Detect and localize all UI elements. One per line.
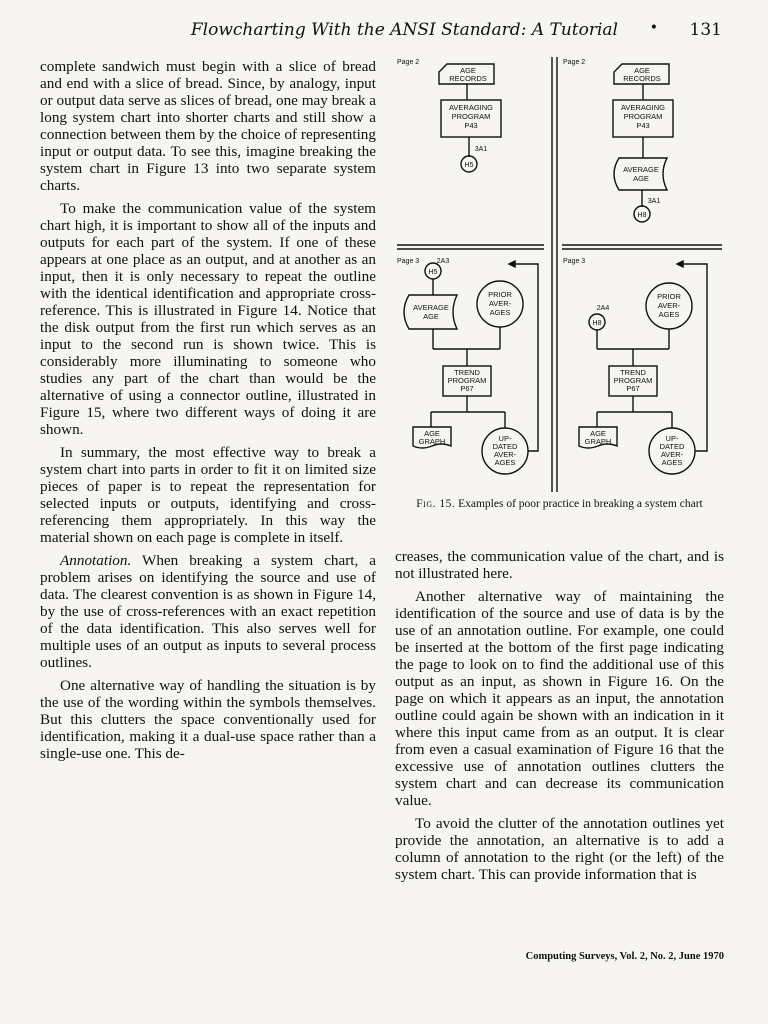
ref-label: 2A4 bbox=[596, 305, 610, 312]
label: PROGRAM bbox=[613, 376, 653, 385]
caption-label: Fig. 15. bbox=[416, 498, 456, 510]
label: AGE bbox=[633, 174, 649, 183]
label: P43 bbox=[636, 121, 650, 130]
ref-label: 3A1 bbox=[474, 146, 488, 153]
label: RECORDS bbox=[623, 74, 661, 83]
figure-15 bbox=[397, 52, 725, 502]
connector-label: H8 bbox=[592, 320, 602, 327]
feedback-line bbox=[677, 264, 707, 451]
label: AGE bbox=[590, 429, 606, 438]
label: AVERAGE bbox=[413, 303, 449, 312]
label: P43 bbox=[464, 121, 478, 130]
paragraph: To avoid the clutter of the annotation outlines yet provide the annotation, an alternative is to add a column of annotation to the right (or the left) of the system chart. This can provide information that is bbox=[395, 815, 724, 883]
connector-label: H8 bbox=[637, 212, 647, 219]
page-label: Page 3 bbox=[563, 258, 586, 265]
ref-label: 3A1 bbox=[647, 198, 661, 205]
running-title: Flowcharting With the ANSI Standard: A Tutorial bbox=[190, 20, 618, 40]
label: PRIOR bbox=[488, 290, 512, 299]
page-number: 131 bbox=[689, 20, 722, 40]
label: AVER- bbox=[657, 301, 681, 310]
paragraph: To make the communication value of the system chart high, it is important to show all of the inputs and outputs for each part of the system. If one of these appears at one place as an output, and at another as an input, then it is only necessary to repeat the outline with the identical identification and appropriate cross-reference. This is illustrated in Figure 14. Notice that the disk output from the first run which serves as an input to the second run is shown twice. This is considerably more illuminating to someone who studies any part of the chart than would be the alternative of using a connector outline, illustrated in Figure 15, where two different ways of doing it are shown. bbox=[40, 200, 376, 438]
feedback-line bbox=[509, 264, 538, 451]
figure-caption bbox=[395, 498, 724, 511]
header-bullet: • bbox=[649, 20, 658, 36]
label: AGE bbox=[634, 66, 650, 75]
label: AGES bbox=[661, 458, 683, 467]
label: PROGRAM bbox=[623, 112, 663, 121]
label: AGE bbox=[460, 66, 476, 75]
label: DATED bbox=[659, 442, 685, 451]
label: AVER- bbox=[488, 299, 512, 308]
label: AGE bbox=[424, 429, 440, 438]
paragraph: creases, the communication value of the chart, and is not illustrated here. bbox=[395, 548, 724, 582]
label: GRAPH bbox=[584, 437, 612, 446]
page-label: Page 2 bbox=[563, 59, 586, 66]
label: AVER- bbox=[493, 450, 517, 459]
label: PRIOR bbox=[657, 292, 681, 301]
label: DATED bbox=[492, 442, 518, 451]
paragraph: complete sandwich must begin with a slice of bread and end with a slice of bread. Since, by analogy, input or output data serve as slices of bread, one may break a long system chart into shorter charts and still show a connection between them by the choice of representing input or output data. To see this, imagine breaking the system chart in Figure 13 into two separate system charts. bbox=[40, 58, 376, 194]
right-column bbox=[395, 548, 724, 889]
page-label: Page 2 bbox=[397, 59, 420, 66]
label: GRAPH bbox=[418, 437, 446, 446]
arrowhead bbox=[677, 261, 683, 267]
paragraph: In summary, the most effective way to break a system chart into parts in order to fit it on limited size pieces of paper is to repeat the representation for selected inputs or outputs, identifying and cross-referencing them appropriately. In this way the material shown on each page is complete in itself. bbox=[40, 444, 376, 546]
ref-label: 2A3 bbox=[436, 258, 450, 265]
paragraph: One alternative way of handling the situation is by the use of the wording within the symbols themselves. But this clutters the space conventionally used for identification, making it a dual-use space rather than a single-use one. This de- bbox=[40, 677, 376, 762]
caption-text: Examples of poor practice in breaking a system chart bbox=[458, 498, 703, 510]
arrowhead bbox=[509, 261, 515, 267]
annotation-paragraph bbox=[40, 552, 376, 671]
label: RECORDS bbox=[449, 74, 487, 83]
label: AVERAGE bbox=[623, 165, 659, 174]
label: AGE bbox=[423, 312, 439, 321]
connector-label: H5 bbox=[428, 269, 438, 276]
left-column bbox=[40, 58, 376, 768]
label: PROGRAM bbox=[451, 112, 491, 121]
label: P67 bbox=[626, 384, 640, 393]
label: P67 bbox=[460, 384, 474, 393]
paragraph: Another alternative way of maintaining the identification of the source and use of data is by the use of an annotation outline. For example, one could be inserted at the bottom of the first page indicating the page to look on to find the additional use of this output as an input, as shown in Figure 16. On the page on which it appears as an input, the annotation outline could again be shown with an indication in it where this input came from as an output. It is clear from even a casual examination of Figure 16 that the excessive use of annotation outlines clutters the system chart and can decrease its communication value. bbox=[395, 588, 724, 809]
label: AGES bbox=[489, 308, 511, 317]
annotation-heading: Annotation. bbox=[60, 552, 132, 569]
label: TREND bbox=[454, 368, 480, 377]
label: AVERAGING bbox=[448, 103, 494, 112]
label: UP- bbox=[498, 434, 512, 443]
label: UP- bbox=[665, 434, 679, 443]
label: AVER- bbox=[660, 450, 684, 459]
label: TREND bbox=[620, 368, 646, 377]
flowchart-diagram bbox=[397, 52, 725, 502]
label: AGES bbox=[658, 310, 680, 319]
annotation-text: When breaking a system chart, a problem arises on identifying the source and use of data. The clearest convention is as shown in Figure 14, by the use of cross-references with an exact repetition of the data identification. This also serves well for multiple uses of an output as inputs to several process outlines. bbox=[40, 552, 376, 671]
footer-citation: Computing Surveys, Vol. 2, No. 2, June 1970 bbox=[525, 951, 724, 962]
running-header bbox=[40, 20, 730, 44]
label: AGES bbox=[494, 458, 516, 467]
page-label: Page 3 bbox=[397, 258, 420, 265]
connector-label: H5 bbox=[464, 162, 474, 169]
label: PROGRAM bbox=[447, 376, 487, 385]
label: AVERAGING bbox=[620, 103, 666, 112]
